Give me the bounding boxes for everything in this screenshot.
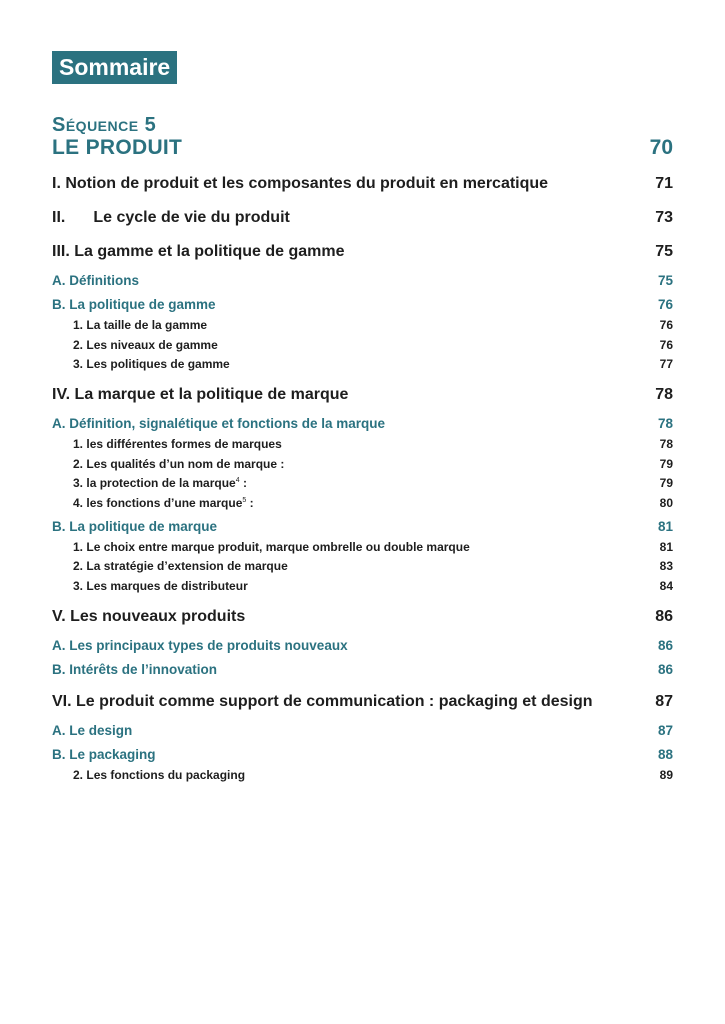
toc-entry-label [52, 296, 216, 313]
toc-entry-label [52, 272, 139, 289]
toc-page-number: 86 [657, 661, 673, 677]
toc-entry-level-2[interactable] [52, 296, 673, 313]
toc-entry-number: A. [52, 273, 66, 288]
toc-entry-number: III. [52, 243, 70, 260]
toc-page-number: 81 [657, 518, 673, 534]
toc-entry-label [52, 415, 385, 432]
toc-entry-label [73, 495, 254, 511]
toc-entry-label [52, 661, 217, 678]
toc-entry-label [73, 475, 247, 491]
toc-entry-text: Le packaging [69, 746, 156, 762]
toc-entry-text: La stratégie d’extension de marque [86, 559, 288, 573]
toc-entry-label [73, 539, 470, 555]
toc-entry-text: Notion de produit et les composantes du produit en mercatique [65, 175, 549, 192]
toc-page-number: 87 [657, 722, 673, 738]
toc-entry-suffix: : [246, 495, 254, 510]
toc-page-number: 76 [657, 297, 673, 312]
toc-page-number: 71 [655, 175, 673, 192]
toc-entry-number: 3. [73, 476, 84, 490]
toc-entry-level-1[interactable] [52, 607, 673, 627]
toc-entry-text: Le choix entre marque produit, marque ombrelle ou double marque [86, 539, 470, 554]
toc-entry-number: B. [52, 661, 66, 677]
sequence-heading [52, 114, 673, 160]
toc-page-number: 76 [659, 318, 673, 332]
toc-entry-level-3[interactable] [52, 558, 673, 574]
toc-page-number: 87 [655, 692, 673, 710]
toc-entry-label [73, 558, 288, 574]
toc-page-number: 81 [659, 539, 673, 554]
toc-entry-level-1[interactable] [52, 174, 673, 194]
toc-entry-label [73, 337, 218, 353]
toc-entry-number: 2. [73, 559, 84, 573]
toc-entry-level-3[interactable] [52, 356, 673, 372]
toc-entry-label [52, 746, 156, 763]
toc-entry-level-1[interactable] [52, 692, 673, 712]
toc-entry-number: 2. [73, 767, 84, 782]
toc-page-number: 75 [655, 243, 673, 260]
toc-entry-level-2[interactable] [52, 518, 673, 535]
toc-entry-level-3[interactable] [52, 456, 673, 472]
toc-entry-label [73, 578, 248, 594]
toc-page-number: 79 [659, 456, 673, 471]
toc-entry-level-2[interactable] [52, 746, 673, 763]
toc-entry-label [52, 607, 245, 627]
toc-page-number: 73 [655, 209, 673, 226]
toc-entry-text: les fonctions d’une marque [86, 495, 243, 510]
toc-entry-level-3[interactable] [52, 767, 673, 783]
toc-page-number: 77 [659, 357, 673, 371]
toc-entry-level-3[interactable] [52, 495, 673, 511]
toc-entry-text: La marque et la politique de marque [74, 386, 349, 403]
toc-entry-level-2[interactable] [52, 661, 673, 678]
toc-entry-text: Les fonctions du packaging [86, 767, 246, 782]
toc-entry-text: Définitions [69, 273, 140, 288]
toc-page-number: 78 [657, 416, 673, 431]
toc-page-number: 88 [657, 746, 673, 762]
toc-entry-number: 3. [73, 578, 84, 593]
toc-entry-number: V. [52, 607, 66, 625]
footnote-reference[interactable]: 4 [235, 477, 240, 484]
toc-list [52, 174, 673, 783]
sequence-page-number: 70 [649, 136, 673, 159]
toc-entry-label [52, 637, 348, 654]
toc-entry-number: 2. [73, 456, 84, 471]
toc-entry-label [52, 518, 217, 535]
toc-entry-label [73, 317, 207, 333]
toc-entry-text: Les niveaux de gamme [86, 337, 218, 352]
toc-page-number: 83 [659, 559, 673, 573]
toc-entry-text: la protection de la marque [86, 476, 236, 490]
toc-page-number: 75 [657, 273, 673, 288]
toc-entry-label [73, 456, 284, 472]
toc-entry-text: La taille de la gamme [86, 318, 208, 332]
toc-entry-text: Intérêts de l’innovation [69, 661, 218, 677]
toc-entry-number: 1. [73, 539, 84, 554]
toc-entry-text: Les marques de distributeur [86, 578, 248, 593]
toc-entry-label [52, 242, 345, 262]
toc-entry-text: Définition, signalétique et fonctions de la marque [69, 416, 386, 431]
toc-entry-number: IV. [52, 386, 71, 403]
toc-page-number: 86 [655, 607, 673, 625]
table-of-contents-page [52, 51, 673, 783]
toc-entry-level-3[interactable] [52, 539, 673, 555]
toc-entry-text: La politique de marque [69, 518, 218, 534]
toc-entry-number: 3. [73, 357, 84, 371]
toc-entry-label [52, 722, 132, 739]
toc-entry-level-3[interactable] [52, 337, 673, 353]
toc-entry-label [73, 436, 282, 452]
toc-page-number: 84 [659, 578, 673, 593]
toc-page-number: 78 [655, 386, 673, 403]
toc-entry-level-3[interactable] [52, 317, 673, 333]
toc-entry-text: Le cycle de vie du produit [93, 209, 290, 226]
toc-page-number: 89 [659, 767, 673, 782]
toc-entry-number: 1. [73, 437, 84, 451]
toc-entry-text: Les politiques de gamme [86, 357, 230, 371]
toc-page-number: 86 [657, 637, 673, 653]
toc-entry-number: A. [52, 637, 66, 653]
toc-page-number: 78 [659, 437, 673, 451]
toc-page-number: 80 [659, 495, 673, 510]
toc-entry-level-3[interactable] [52, 475, 673, 491]
toc-entry-level-1[interactable] [52, 385, 673, 405]
toc-entry-text: Le design [69, 722, 133, 738]
toc-entry-text: Le produit comme support de communication : packaging et design [76, 692, 593, 710]
toc-entry-level-2[interactable] [52, 637, 673, 654]
toc-entry-number: I. [52, 175, 61, 192]
toc-entry-number: 4. [73, 495, 84, 510]
toc-entry-number: B. [52, 518, 66, 534]
toc-entry-text: La gamme et la politique de gamme [74, 243, 345, 260]
toc-entry-level-3[interactable] [52, 436, 673, 452]
sequence-title-row[interactable] [52, 136, 673, 160]
toc-entry-number: II. [52, 209, 66, 226]
toc-page-number: 76 [659, 337, 673, 352]
toc-entry-level-1[interactable] [52, 208, 673, 228]
toc-entry-label [52, 174, 548, 194]
toc-entry-number: 1. [73, 318, 84, 332]
toc-entry-text: Les principaux types de produits nouveaux [69, 637, 348, 653]
toc-entry-number: B. [52, 746, 66, 762]
toc-entry-text: La politique de gamme [69, 297, 216, 312]
toc-entry-label [52, 385, 348, 405]
toc-entry-text: les différentes formes de marques [86, 437, 282, 451]
toc-entry-label [73, 356, 230, 372]
toc-entry-level-2[interactable] [52, 272, 673, 289]
toc-entry-label [52, 208, 290, 228]
toc-entry-level-3[interactable] [52, 578, 673, 594]
toc-entry-level-1[interactable] [52, 242, 673, 262]
toc-entry-number: 2. [73, 337, 84, 352]
footnote-reference[interactable]: 5 [242, 496, 247, 504]
toc-entry-number: A. [52, 416, 66, 431]
sequence-title: LE PRODUIT [52, 136, 183, 159]
toc-page-number: 79 [659, 476, 673, 490]
toc-entry-number: VI. [52, 692, 72, 710]
toc-entry-number: B. [52, 297, 66, 312]
page-title: Sommaire [52, 51, 177, 84]
toc-entry-text: Les nouveaux produits [70, 607, 246, 625]
toc-entry-level-2[interactable] [52, 415, 673, 432]
sequence-label: Séquence 5 [52, 114, 157, 136]
toc-entry-level-2[interactable] [52, 722, 673, 739]
toc-entry-label [73, 767, 245, 783]
toc-entry-label [52, 692, 593, 712]
toc-entry-number: A. [52, 722, 66, 738]
toc-entry-text: Les qualités d’un nom de marque : [86, 456, 285, 471]
toc-entry-suffix: : [239, 476, 247, 490]
